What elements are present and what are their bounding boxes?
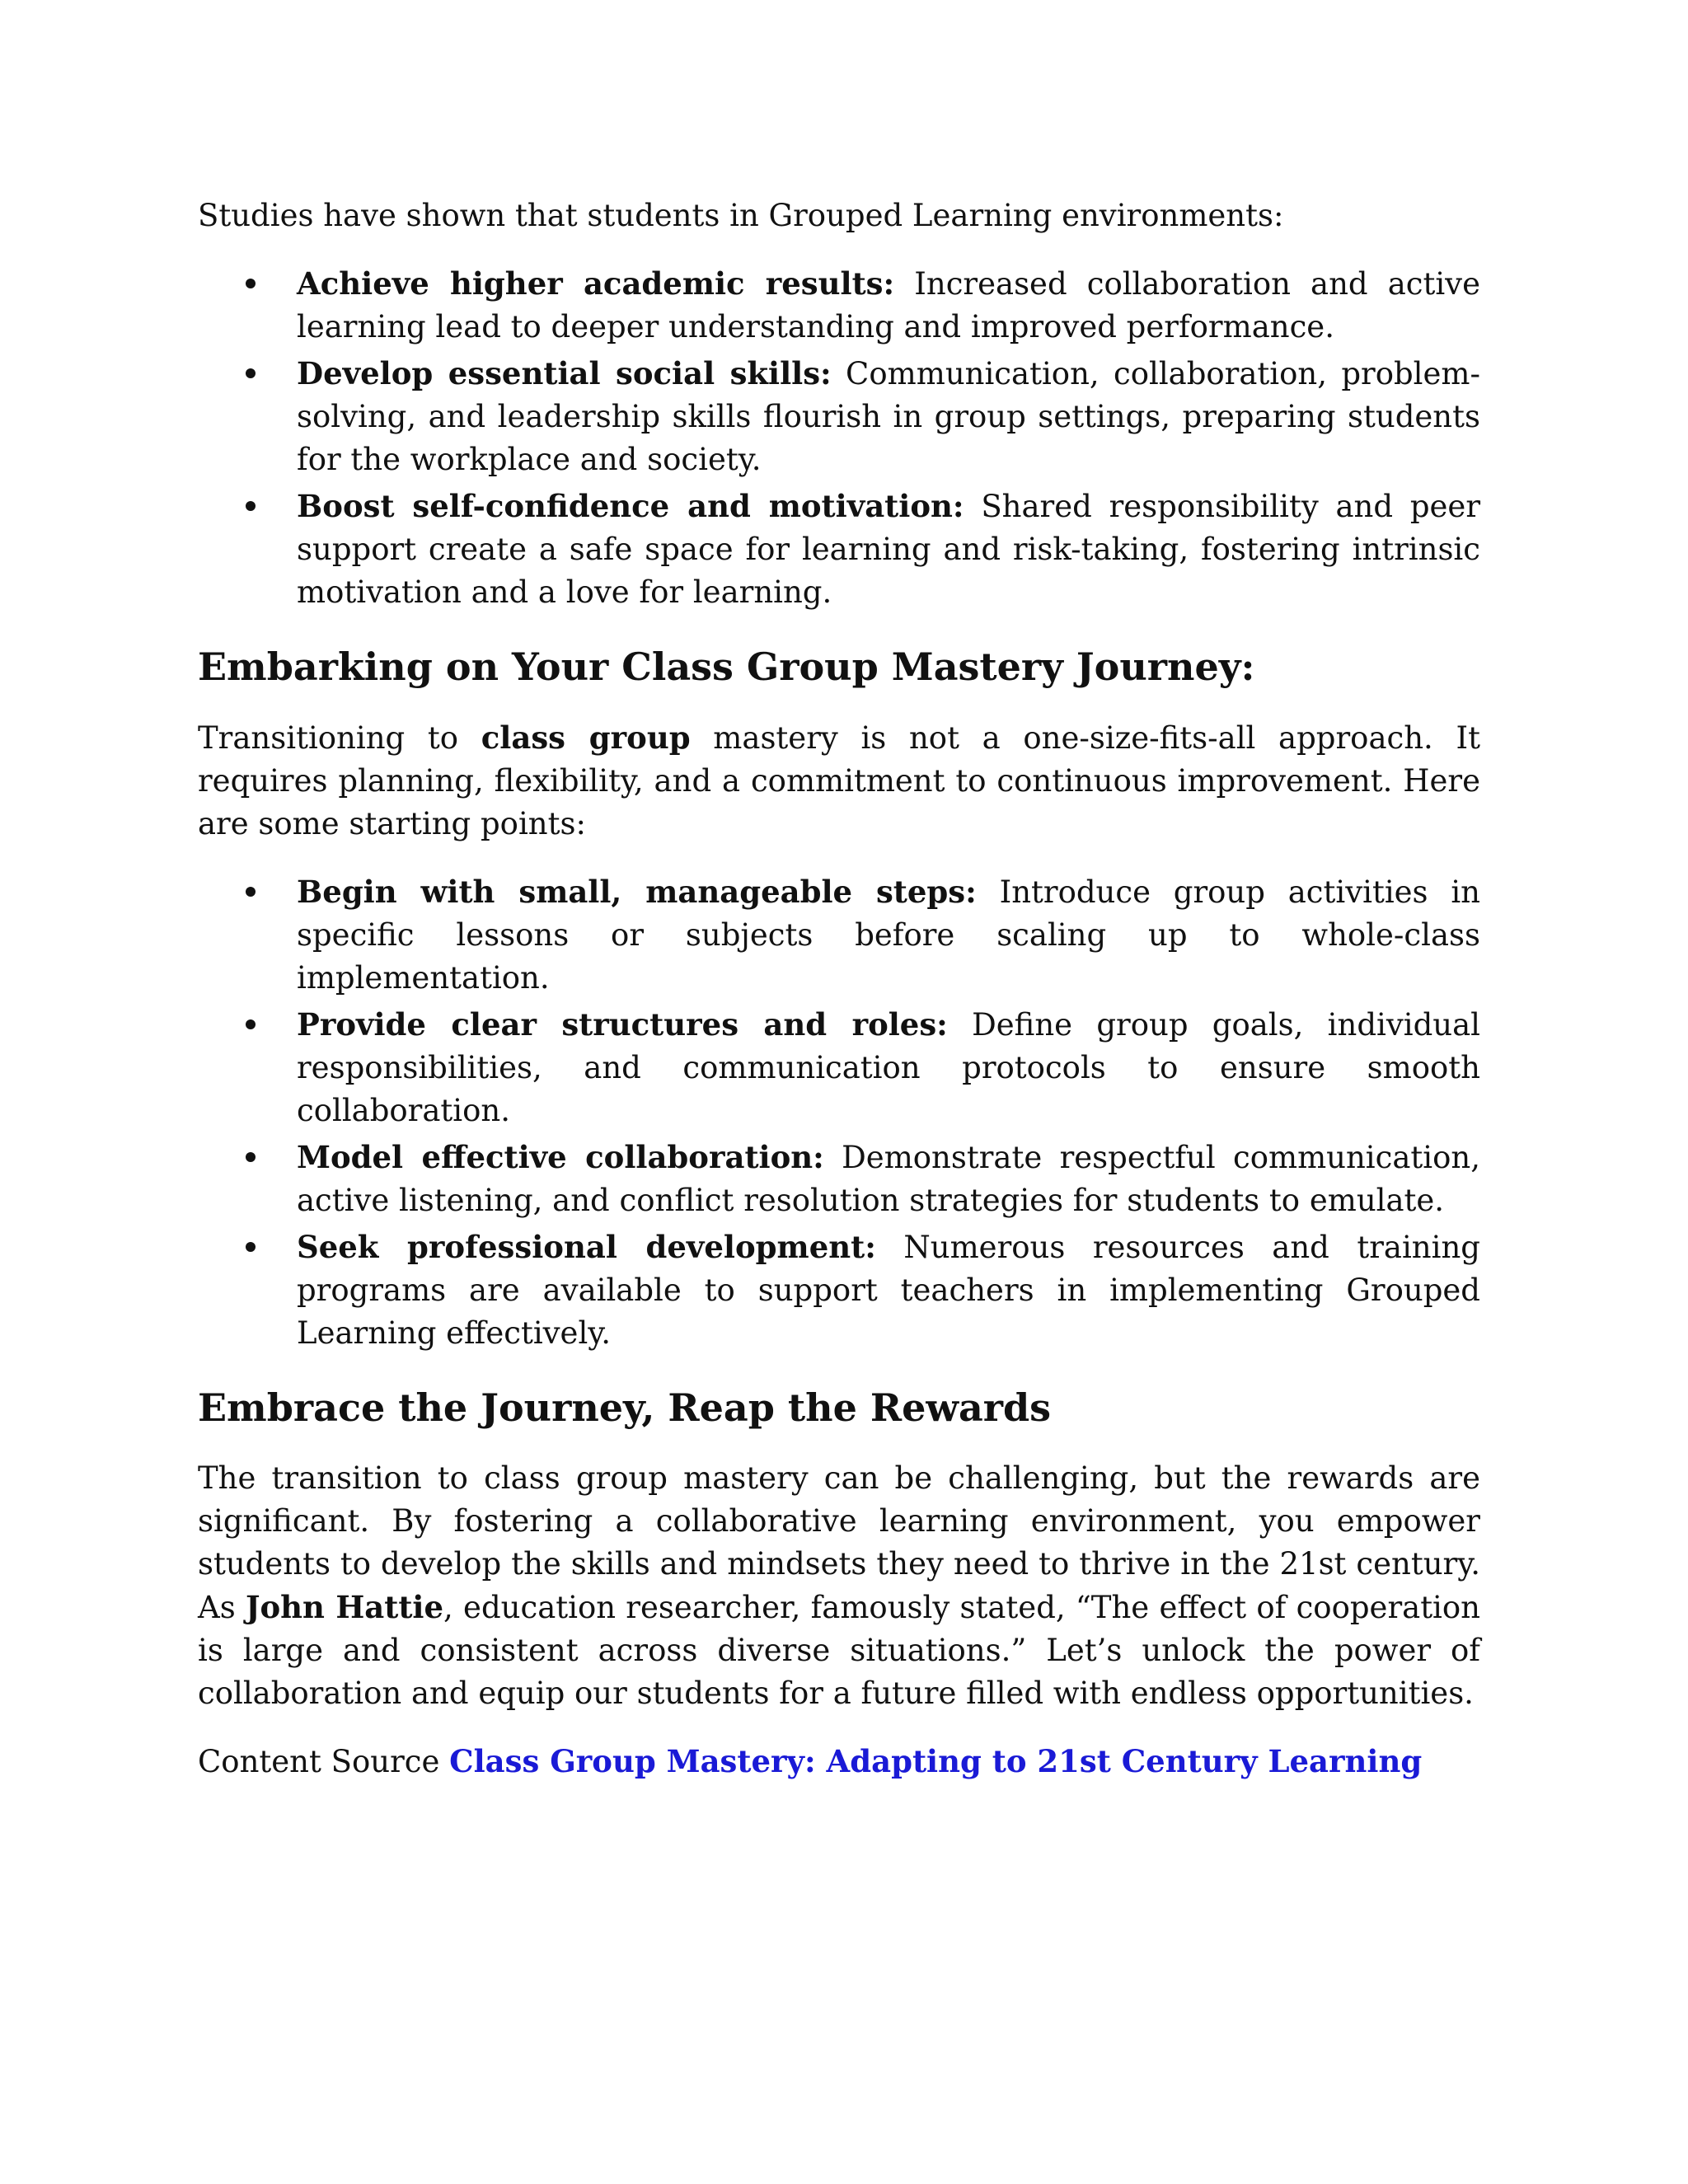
bullet-icon xyxy=(246,279,256,288)
list-item-text: Demonstrate respectful communication, active listening, and conflict resolution strategies for students to emulate. xyxy=(297,1140,1480,1218)
list-item-lead: Boost self-confidence and motivation: xyxy=(297,488,964,524)
list-item xyxy=(198,1136,1480,1222)
bullet-icon xyxy=(246,887,256,897)
list-item xyxy=(198,1226,1480,1355)
bullet-icon xyxy=(246,1019,256,1029)
document-page xyxy=(198,194,1480,1783)
content-source-link[interactable]: Class Group Mastery: Adapting to 21st Century Learning xyxy=(449,1743,1423,1779)
bullet-icon xyxy=(246,1242,256,1252)
list-item xyxy=(198,262,1480,349)
rewards-paragraph xyxy=(198,1457,1480,1715)
bullet-icon xyxy=(246,368,256,378)
rewards-paragraph-text-end: , education researcher, famously stated, “The effect of cooperation is large and consistent across diverse situations.” Let’s unlock the power of collaboration and equip our students for a future filled with endless opportunities. xyxy=(198,1590,1480,1711)
list-item xyxy=(198,1003,1480,1132)
list-item-lead: Provide clear structures and roles: xyxy=(297,1006,948,1043)
list-item-lead: Develop essential social skills: xyxy=(297,355,832,391)
content-source-label: Content Source xyxy=(198,1744,450,1779)
list-item-lead: Model effective collaboration: xyxy=(297,1139,824,1175)
list-item xyxy=(198,485,1480,614)
journey-paragraph xyxy=(198,716,1480,846)
list-item-text: Numerous resources and training programs are available to support teachers in implementing Grouped Learning effectively. xyxy=(297,1230,1480,1351)
list-item-text: Introduce group activities in specific lessons or subjects before scaling up to whole-class implementation. xyxy=(297,874,1480,996)
section-heading-rewards: Embrace the Journey, Reap the Rewards xyxy=(198,1385,1052,1430)
intro-paragraph: Studies have shown that students in Grouped Learning environments: xyxy=(198,198,1284,233)
list-item-lead: Achieve higher academic results: xyxy=(297,265,895,302)
rewards-paragraph-emphasis: John Hattie xyxy=(245,1589,444,1625)
journey-paragraph-text-end: mastery is not a one-size-fits-all approach. It requires planning, flexibility, and a commitment to continuous improvement. Here are some starting points: xyxy=(198,720,1480,841)
list-item-text: Define group goals, individual responsibilities, and communication protocols to ensure smooth collaboration. xyxy=(297,1007,1480,1128)
list-item-lead: Seek professional development: xyxy=(297,1229,876,1265)
list-item-text: Communication, collaboration, problem-solving, and leadership skills flourish in group settings, preparing students for the workplace and society. xyxy=(297,356,1480,477)
content-source xyxy=(198,1740,1480,1783)
list-item-text: Increased collaboration and active learning lead to deeper understanding and improved performance. xyxy=(297,266,1480,344)
steps-list xyxy=(198,870,1480,1355)
benefits-list xyxy=(198,262,1480,614)
journey-paragraph-text: Transitioning to xyxy=(198,720,481,756)
section-heading-journey: Embarking on Your Class Group Mastery Journey: xyxy=(198,644,1255,689)
journey-paragraph-emphasis: class group xyxy=(481,719,691,756)
rewards-paragraph-text: The transition to class group mastery can be challenging, but the rewards are significant. By fostering a collaborative learning environment, you empower students to develop the skills and mindsets they need to thrive in the 21st century. As xyxy=(198,1460,1480,1625)
list-item-lead: Begin with small, manageable steps: xyxy=(297,874,977,910)
bullet-icon xyxy=(246,1152,256,1162)
list-item xyxy=(198,352,1480,481)
list-item xyxy=(198,870,1480,1000)
bullet-icon xyxy=(246,501,256,511)
list-item-text: Shared responsibility and peer support create a safe space for learning and risk-taking, fostering intrinsic motivation and a love for learning. xyxy=(297,489,1480,610)
